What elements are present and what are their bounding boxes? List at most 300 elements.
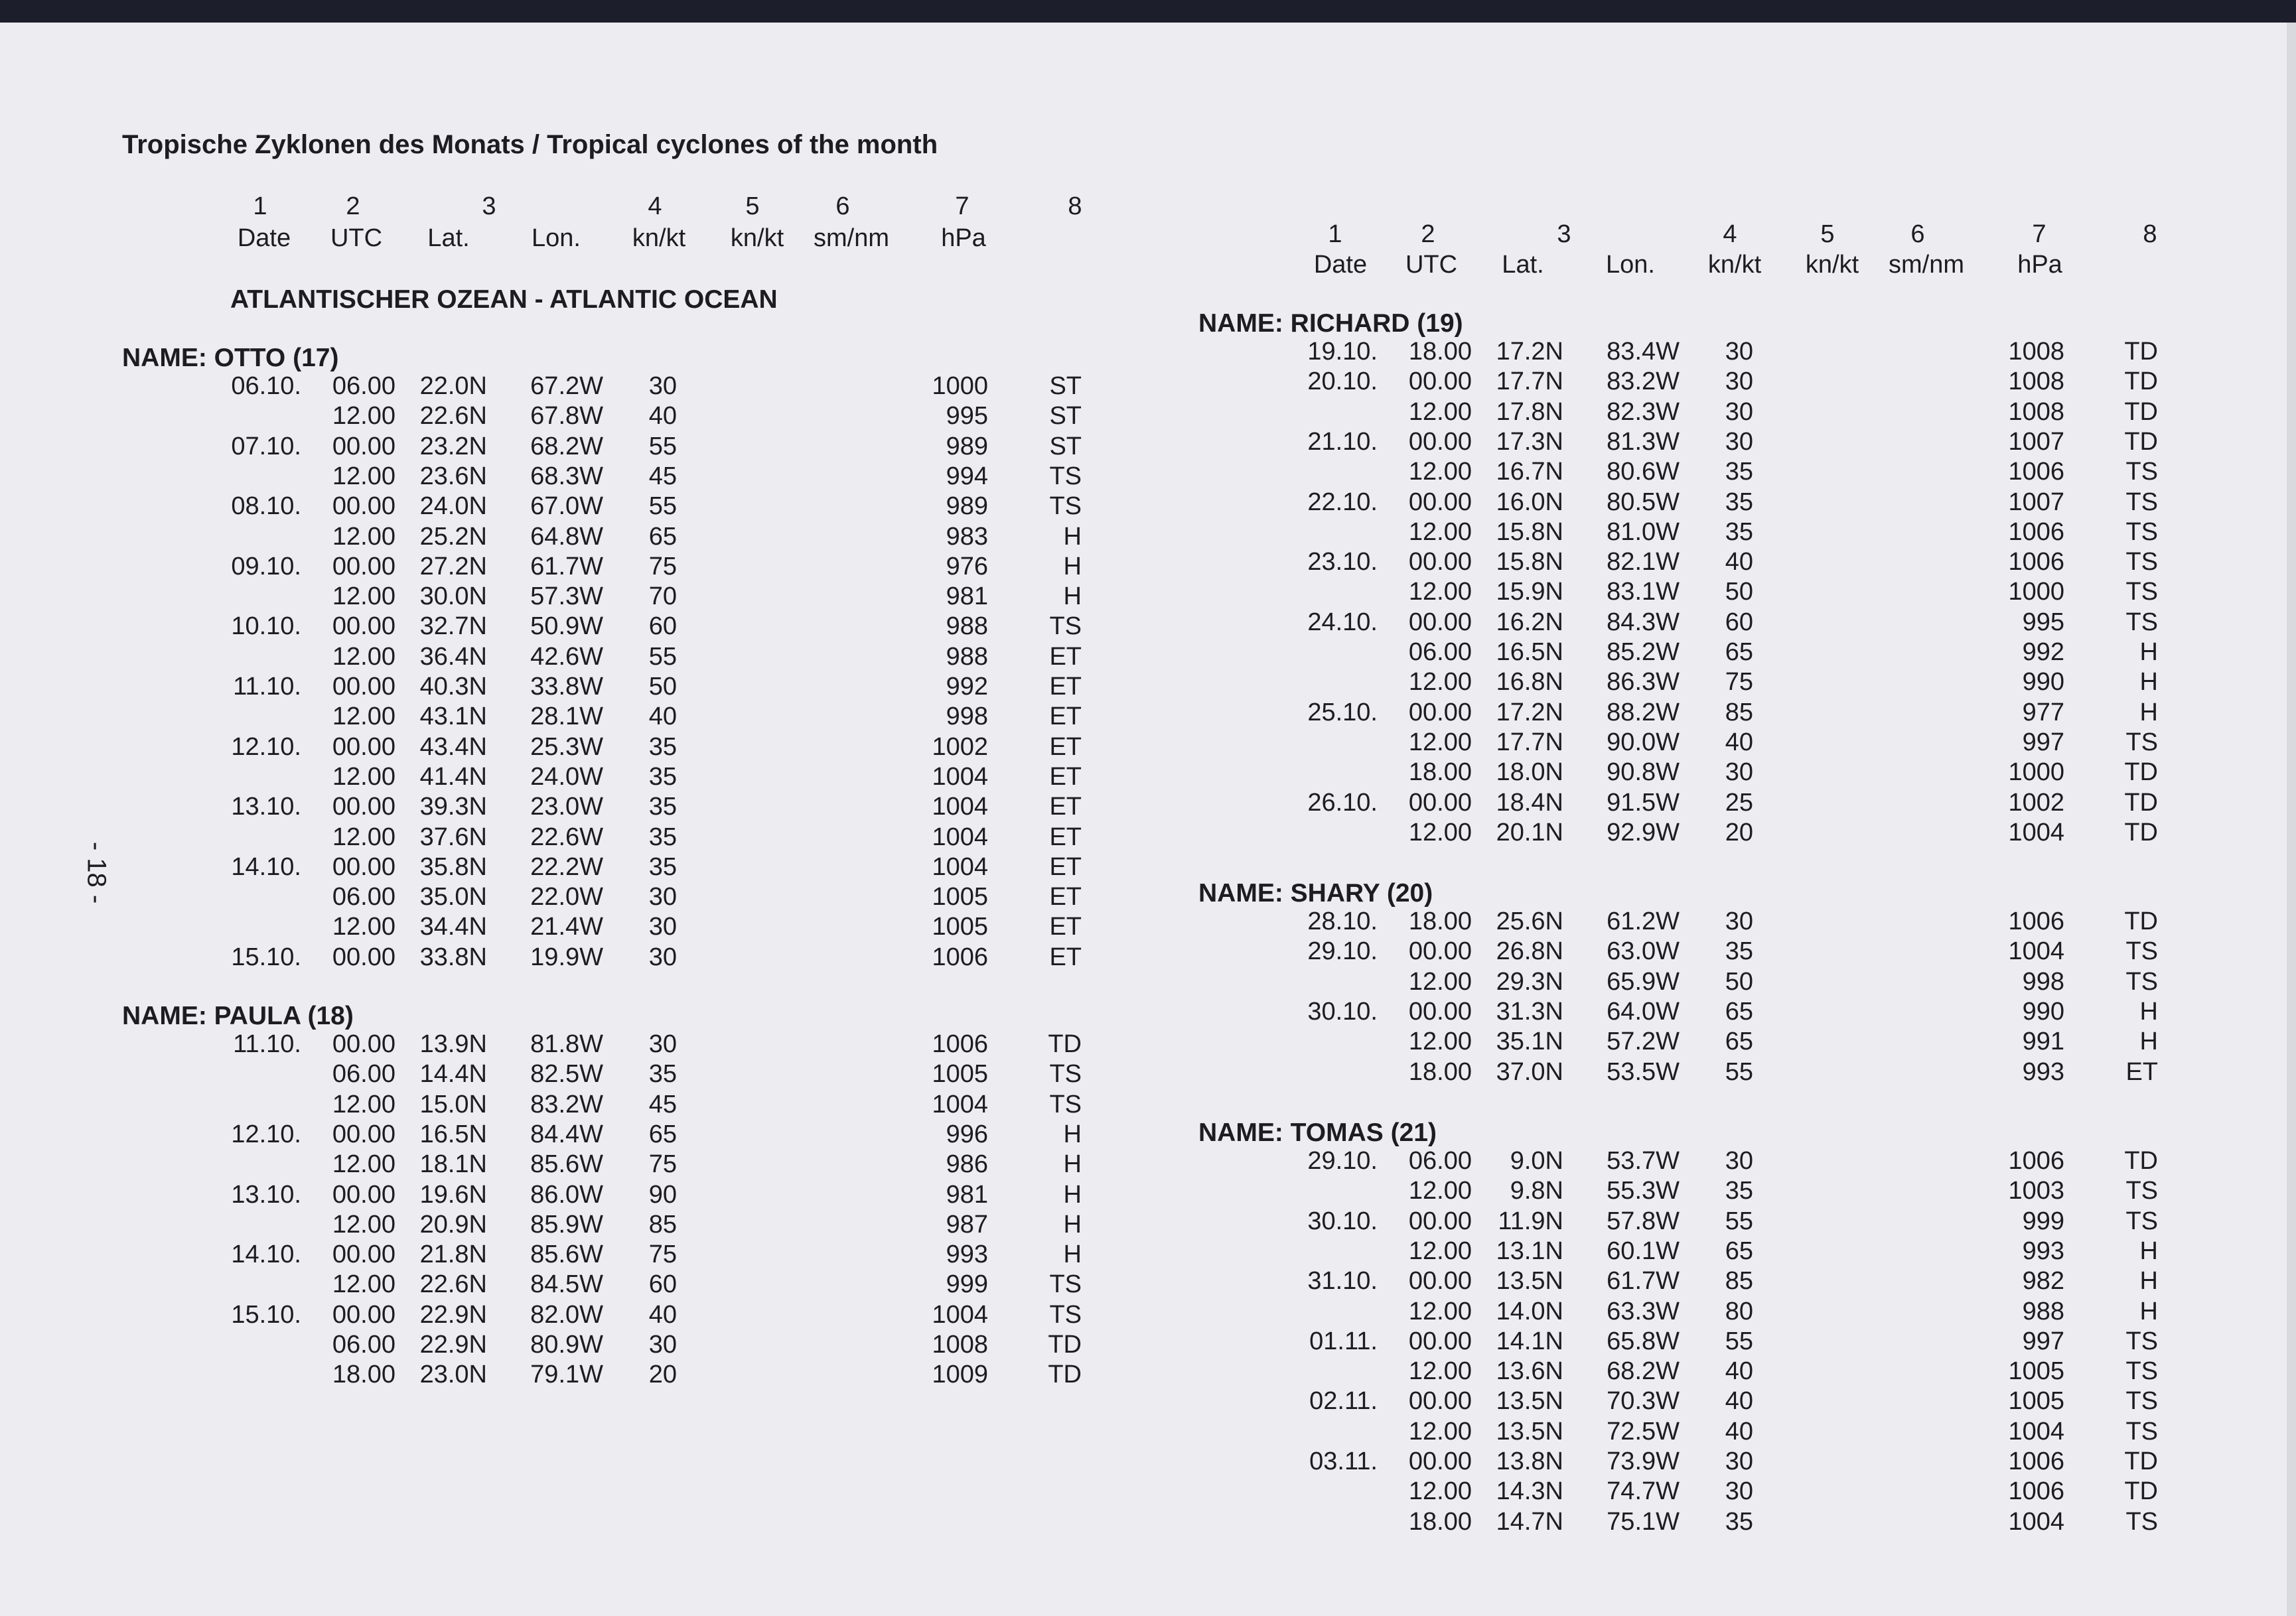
cell-lat: 29.3N	[1496, 967, 1563, 996]
cell-wind: 50	[1725, 578, 1753, 606]
cell-utc: 18.00	[1408, 758, 1472, 787]
cell-lon: 83.2W	[1607, 368, 1680, 396]
cell-lon: 65.9W	[1607, 967, 1680, 996]
col-unit-smnm: sm/nm	[814, 224, 889, 252]
page-title: Tropische Zyklonen des Monats / Tropical cyclones of the month	[122, 130, 938, 159]
right-column-numbers	[1128, 220, 2256, 250]
cell-utc: 00.00	[332, 673, 395, 701]
cell-lat: 34.4N	[419, 913, 487, 941]
page-number-text: - 18 -	[82, 841, 111, 904]
cell-utc: 18.00	[1408, 338, 1472, 366]
cell-utc: 12.00	[332, 582, 395, 611]
cell-wind: 40	[648, 402, 677, 431]
cell-wind: 30	[1725, 368, 1753, 396]
cell-class: TS	[2125, 608, 2158, 636]
cell-lon: 82.1W	[1607, 548, 1680, 576]
cell-class: TD	[2124, 338, 2158, 366]
cell-lat: 13.8N	[1496, 1448, 1563, 1475]
cell-class: H	[2139, 1028, 2158, 1056]
cell-lat: 39.3N	[419, 793, 487, 821]
cell-utc: 12.00	[332, 1090, 395, 1118]
cell-pressure: 998	[2022, 967, 2064, 996]
cell-wind: 65	[1725, 997, 1753, 1026]
cell-lat: 9.0N	[1510, 1147, 1563, 1175]
cell-lon: 81.8W	[530, 1030, 603, 1058]
cell-class: ET	[1049, 793, 1082, 821]
cell-lat: 9.8N	[1510, 1177, 1563, 1205]
table-row	[1198, 668, 2167, 698]
cell-class: TS	[2125, 937, 2158, 966]
cell-lat: 27.2N	[419, 552, 487, 580]
cell-wind: 90	[648, 1180, 677, 1209]
cell-class: H	[2139, 698, 2158, 726]
cell-lon: 19.9W	[530, 943, 603, 971]
col-number-1: 1	[253, 192, 267, 220]
cell-pressure: 1006	[2008, 1477, 2064, 1506]
cell-utc: 00.00	[332, 432, 395, 460]
table-row	[122, 1181, 1091, 1211]
cell-lat: 22.6N	[419, 1270, 487, 1299]
cell-pressure: 1000	[2008, 758, 2064, 787]
cell-lon: 55.3W	[1607, 1177, 1680, 1205]
cell-utc: 00.00	[332, 1180, 395, 1209]
cell-date: 26.10.	[1307, 788, 1378, 817]
col-unit-hpa: hPa	[941, 224, 986, 252]
table-row	[1198, 338, 2167, 368]
cell-class: ET	[1049, 762, 1082, 791]
cell-wind: 85	[1725, 1267, 1753, 1296]
cell-wind: 20	[648, 1361, 677, 1389]
cell-lon: 24.0W	[530, 762, 603, 791]
cell-class: ET	[1049, 823, 1082, 851]
cell-utc: 06.00	[1408, 1147, 1472, 1175]
cell-class: TS	[2125, 1327, 2158, 1355]
cell-class: ET	[1049, 913, 1082, 941]
col-number-7: 7	[955, 192, 969, 220]
cell-pressure: 1006	[932, 1030, 988, 1058]
cell-lat: 17.2N	[1496, 698, 1563, 726]
cell-pressure: 1003	[2008, 1177, 2064, 1205]
table-row	[1198, 578, 2167, 608]
cell-lon: 90.8W	[1607, 758, 1680, 787]
cell-lat: 22.0N	[419, 372, 487, 400]
cell-lat: 14.1N	[1496, 1327, 1563, 1355]
cell-wind: 25	[1725, 788, 1753, 817]
cell-lon: 80.5W	[1607, 488, 1680, 516]
cell-class: TS	[1049, 612, 1082, 641]
cell-class: ET	[1049, 883, 1082, 911]
cell-wind: 65	[648, 1120, 677, 1148]
cell-class: TS	[1049, 1300, 1082, 1329]
cell-lat: 18.1N	[419, 1150, 487, 1179]
cell-wind: 30	[1725, 397, 1753, 426]
cell-pressure: 993	[2022, 1057, 2064, 1086]
cell-utc: 12.00	[332, 1270, 395, 1299]
col-unit-date: Date	[1313, 251, 1368, 279]
cell-date: 20.10.	[1307, 368, 1378, 396]
cell-utc: 12.00	[332, 703, 395, 731]
cell-lat: 15.8N	[1496, 517, 1563, 546]
cell-wind: 30	[648, 943, 677, 971]
cell-utc: 12.00	[1408, 1357, 1472, 1386]
cell-lon: 85.2W	[1607, 638, 1680, 666]
table-row	[1198, 1177, 2167, 1207]
cell-class: ET	[1049, 673, 1082, 701]
left-column-numbers	[0, 192, 1128, 222]
cell-lat: 30.0N	[419, 582, 487, 611]
cell-utc: 00.00	[1408, 997, 1472, 1026]
table-row	[1198, 1387, 2167, 1417]
cell-lon: 57.3W	[530, 582, 603, 611]
cell-pressure: 993	[946, 1241, 988, 1269]
cell-utc: 12.00	[332, 913, 395, 941]
table-row	[1198, 998, 2167, 1028]
cell-pressure: 1008	[932, 1331, 988, 1359]
cell-utc: 00.00	[1408, 788, 1472, 817]
col-number-3: 3	[482, 192, 496, 220]
cell-date: 30.10.	[1307, 1207, 1378, 1235]
cell-utc: 12.00	[1408, 1028, 1472, 1056]
cell-wind: 45	[648, 462, 677, 490]
cell-lon: 22.0W	[530, 883, 603, 911]
cell-utc: 00.00	[1408, 427, 1472, 456]
cell-wind: 35	[648, 762, 677, 791]
cell-lat: 22.9N	[419, 1331, 487, 1359]
cell-lon: 64.0W	[1607, 997, 1680, 1026]
cell-pressure: 1007	[2008, 427, 2064, 456]
cell-lon: 90.0W	[1607, 728, 1680, 756]
cell-class: TS	[2125, 728, 2158, 756]
col-number-6: 6	[1910, 220, 1925, 248]
cell-class: TD	[2124, 908, 2158, 935]
cell-lon: 72.5W	[1607, 1417, 1680, 1446]
cell-pressure: 993	[2022, 1237, 2064, 1265]
cell-lon: 82.5W	[530, 1060, 603, 1089]
cell-date: 25.10.	[1307, 698, 1378, 726]
table-row	[122, 913, 1091, 943]
cell-utc: 00.00	[1408, 937, 1472, 966]
cell-lon: 21.4W	[530, 913, 603, 941]
cell-wind: 30	[1725, 758, 1753, 787]
cell-pressure: 1004	[932, 793, 988, 821]
cell-utc: 00.00	[332, 793, 395, 821]
cell-pressure: 1004	[2008, 937, 2064, 966]
cell-class: H	[1063, 582, 1082, 611]
cell-date: 14.10.	[231, 1241, 301, 1269]
cell-lat: 35.0N	[419, 883, 487, 911]
cell-wind: 50	[1725, 967, 1753, 996]
cell-wind: 20	[1725, 818, 1753, 846]
cell-lon: 84.4W	[530, 1120, 603, 1148]
table-row	[122, 433, 1091, 462]
cell-lon: 75.1W	[1607, 1507, 1680, 1536]
cell-lon: 91.5W	[1607, 788, 1680, 817]
col-number-8: 8	[2143, 220, 2157, 248]
cell-class: TS	[2125, 488, 2158, 516]
cell-lat: 40.3N	[419, 673, 487, 701]
table-row	[122, 1361, 1091, 1390]
cell-lon: 42.6W	[530, 642, 603, 671]
col-number-2: 2	[346, 192, 360, 220]
cell-wind: 30	[1725, 1448, 1753, 1475]
col-unit-knkt-a: kn/kt	[632, 224, 686, 252]
cell-utc: 00.00	[1408, 488, 1472, 516]
cell-class: ST	[1049, 402, 1082, 431]
cell-lat: 15.0N	[419, 1090, 487, 1118]
storm-name: NAME: TOMAS (21)	[1198, 1118, 1437, 1147]
cell-class: H	[1063, 1180, 1082, 1209]
cell-wind: 30	[648, 913, 677, 941]
cell-wind: 35	[1725, 517, 1753, 546]
cell-date: 03.11.	[1309, 1448, 1378, 1475]
cell-lat: 26.8N	[1496, 937, 1563, 966]
cell-lon: 33.8W	[530, 673, 603, 701]
cell-class: TD	[1048, 1030, 1082, 1058]
cell-wind: 40	[1725, 728, 1753, 756]
cell-utc: 00.00	[332, 552, 395, 580]
cell-pressure: 1006	[2008, 548, 2064, 576]
col-unit-lon: Lon.	[532, 224, 581, 252]
cell-lat: 20.9N	[419, 1210, 487, 1239]
cell-pressure: 1004	[2008, 818, 2064, 846]
cell-lon: 80.6W	[1607, 458, 1680, 486]
cell-utc: 00.00	[1408, 698, 1472, 726]
cell-lat: 16.7N	[1496, 458, 1563, 486]
cell-wind: 30	[1725, 1147, 1753, 1175]
cell-pressure: 982	[2022, 1267, 2064, 1296]
cell-utc: 12.00	[1408, 967, 1472, 996]
cell-lon: 28.1W	[530, 703, 603, 731]
cell-lat: 25.2N	[419, 522, 487, 551]
cell-class: TS	[1049, 1060, 1082, 1089]
table-row	[1198, 968, 2167, 998]
cell-pressure: 1006	[2008, 458, 2064, 486]
table-row	[122, 1060, 1091, 1090]
cell-lon: 65.8W	[1607, 1327, 1680, 1355]
cell-lon: 25.3W	[530, 732, 603, 761]
cell-lat: 13.5N	[1496, 1417, 1563, 1446]
cell-date: 08.10.	[231, 492, 301, 521]
cell-class: H	[1063, 552, 1082, 580]
cell-lat: 18.0N	[1496, 758, 1563, 787]
cell-class: TD	[2124, 397, 2158, 426]
cell-utc: 12.00	[1408, 728, 1472, 756]
cell-utc: 00.00	[1408, 368, 1472, 396]
cell-date: 09.10.	[231, 552, 301, 580]
cell-class: ET	[1049, 943, 1082, 971]
cell-lat: 24.0N	[419, 492, 487, 521]
table-row	[122, 823, 1091, 853]
cell-date: 24.10.	[1307, 608, 1378, 636]
table-row	[122, 793, 1091, 823]
cell-lon: 23.0W	[530, 793, 603, 821]
cell-wind: 35	[648, 793, 677, 821]
cell-lat: 18.4N	[1496, 788, 1563, 817]
cell-class: TS	[2125, 1207, 2158, 1235]
cell-pressure: 988	[946, 642, 988, 671]
cell-utc: 12.00	[332, 1150, 395, 1179]
cell-lon: 83.1W	[1607, 578, 1680, 606]
cell-class: H	[1063, 1120, 1082, 1148]
cell-pressure: 1008	[2008, 397, 2064, 426]
cell-pressure: 1004	[932, 762, 988, 791]
table-row	[1198, 699, 2167, 728]
cell-lon: 60.1W	[1607, 1237, 1680, 1265]
cell-wind: 30	[1725, 338, 1753, 366]
cell-date: 11.10.	[233, 1030, 301, 1058]
cell-lon: 81.0W	[1607, 517, 1680, 546]
cell-lat: 16.8N	[1496, 668, 1563, 697]
cell-utc: 06.00	[332, 1060, 395, 1089]
cell-lon: 67.0W	[530, 492, 603, 521]
cell-lon: 50.9W	[530, 612, 603, 641]
cell-date: 21.10.	[1307, 427, 1378, 456]
table-row	[1198, 1028, 2167, 1057]
cell-date: 22.10.	[1307, 488, 1378, 516]
cell-lat: 13.9N	[419, 1030, 487, 1058]
cell-pressure: 1004	[2008, 1507, 2064, 1536]
cell-wind: 40	[1725, 1417, 1753, 1446]
table-row	[122, 553, 1091, 582]
cell-utc: 12.00	[1408, 1297, 1472, 1325]
col-number-5: 5	[745, 192, 760, 220]
cell-utc: 00.00	[332, 1241, 395, 1269]
cell-wind: 75	[648, 1150, 677, 1179]
cell-pressure: 1000	[932, 372, 988, 400]
col-number-3: 3	[1557, 220, 1571, 248]
table-row	[122, 1120, 1091, 1150]
cell-pressure: 1004	[932, 852, 988, 881]
left-column-units	[0, 224, 1128, 254]
cell-wind: 35	[1725, 1177, 1753, 1205]
cell-lon: 92.9W	[1607, 818, 1680, 846]
cell-wind: 30	[648, 1331, 677, 1359]
cell-class: TS	[1049, 1090, 1082, 1118]
cell-utc: 00.00	[1408, 1267, 1472, 1296]
cell-lat: 35.1N	[1496, 1028, 1563, 1056]
table-row	[122, 582, 1091, 612]
cell-class: TS	[1049, 462, 1082, 490]
cell-pressure: 1005	[2008, 1357, 2064, 1386]
cell-lat: 17.8N	[1496, 397, 1563, 426]
cell-pressure: 992	[2022, 638, 2064, 666]
cell-utc: 00.00	[332, 1120, 395, 1148]
cell-class: TD	[2124, 368, 2158, 396]
cell-class: TS	[2125, 548, 2158, 576]
cell-pressure: 991	[2022, 1028, 2064, 1056]
cell-lon: 86.3W	[1607, 668, 1680, 697]
table-row	[122, 372, 1091, 402]
col-unit-date: Date	[237, 224, 291, 252]
ocean-heading: ATLANTISCHER OZEAN - ATLANTIC OCEAN	[230, 285, 778, 314]
cell-lon: 61.2W	[1607, 908, 1680, 935]
cell-lat: 13.6N	[1496, 1357, 1563, 1386]
cell-wind: 75	[648, 1241, 677, 1269]
cell-lat: 13.5N	[1496, 1387, 1563, 1416]
cell-lon: 83.4W	[1607, 338, 1680, 366]
cell-utc: 00.00	[332, 852, 395, 881]
cell-lon: 57.2W	[1607, 1028, 1680, 1056]
cell-lon: 79.1W	[530, 1361, 603, 1389]
cell-wind: 85	[1725, 698, 1753, 726]
cell-utc: 00.00	[1408, 1327, 1472, 1355]
table-row	[1198, 1237, 2167, 1267]
cell-pressure: 998	[946, 703, 988, 731]
cell-class: TD	[2124, 758, 2158, 787]
cell-wind: 35	[648, 852, 677, 881]
cell-date: 29.10.	[1307, 937, 1378, 966]
cell-utc: 12.00	[332, 1210, 395, 1239]
cell-pressure: 990	[2022, 997, 2064, 1026]
cell-utc: 12.00	[1408, 1237, 1472, 1265]
table-row	[122, 523, 1091, 553]
cell-class: TS	[2125, 1507, 2158, 1536]
cell-lat: 17.7N	[1496, 728, 1563, 756]
cell-wind: 55	[1725, 1057, 1753, 1086]
cell-wind: 30	[1725, 427, 1753, 456]
cell-class: ET	[1049, 852, 1082, 881]
cell-lat: 13.1N	[1496, 1237, 1563, 1265]
cell-wind: 65	[1725, 1028, 1753, 1056]
cell-lon: 84.3W	[1607, 608, 1680, 636]
cell-pressure: 1005	[2008, 1387, 2064, 1416]
table-row	[122, 943, 1091, 973]
cell-pressure: 988	[2022, 1297, 2064, 1325]
cell-date: 19.10.	[1307, 338, 1378, 366]
cell-wind: 55	[1725, 1327, 1753, 1355]
cell-lon: 57.8W	[1607, 1207, 1680, 1235]
cell-pressure: 994	[946, 462, 988, 490]
cell-lat: 43.1N	[419, 703, 487, 731]
cell-utc: 18.00	[1408, 1057, 1472, 1086]
cell-pressure: 1005	[932, 883, 988, 911]
cell-wind: 50	[648, 673, 677, 701]
table-row	[1198, 398, 2167, 428]
col-unit-knkt-a: kn/kt	[1707, 251, 1762, 279]
cell-class: TD	[2124, 1147, 2158, 1175]
table-row	[1198, 728, 2167, 758]
cell-class: TS	[2125, 1417, 2158, 1446]
cell-lat: 22.9N	[419, 1300, 487, 1329]
cell-wind: 60	[648, 612, 677, 641]
cell-wind: 60	[648, 1270, 677, 1299]
cell-utc: 12.00	[1408, 1417, 1472, 1446]
table-row	[1198, 1508, 2167, 1538]
cell-utc: 12.00	[332, 823, 395, 851]
table-row	[122, 1030, 1091, 1060]
cell-date: 13.10.	[231, 793, 301, 821]
cell-pressure: 990	[2022, 668, 2064, 697]
cell-utc: 06.00	[332, 883, 395, 911]
cell-lat: 17.3N	[1496, 427, 1563, 456]
cell-utc: 12.00	[1408, 668, 1472, 697]
cell-pressure: 977	[2022, 698, 2064, 726]
cell-lat: 21.8N	[419, 1241, 487, 1269]
cell-date: 14.10.	[231, 852, 301, 881]
cell-pressure: 981	[946, 582, 988, 611]
cell-lat: 20.1N	[1496, 818, 1563, 846]
cell-lat: 14.3N	[1496, 1477, 1563, 1506]
cell-pressure: 995	[946, 402, 988, 431]
cell-utc: 12.00	[332, 462, 395, 490]
cell-utc: 12.00	[1408, 1477, 1472, 1506]
table-row	[1198, 1477, 2167, 1507]
cell-pressure: 1004	[932, 823, 988, 851]
cell-lon: 63.0W	[1607, 937, 1680, 966]
cell-utc: 12.00	[332, 402, 395, 431]
table-row	[122, 1270, 1091, 1300]
cell-wind: 65	[648, 522, 677, 551]
